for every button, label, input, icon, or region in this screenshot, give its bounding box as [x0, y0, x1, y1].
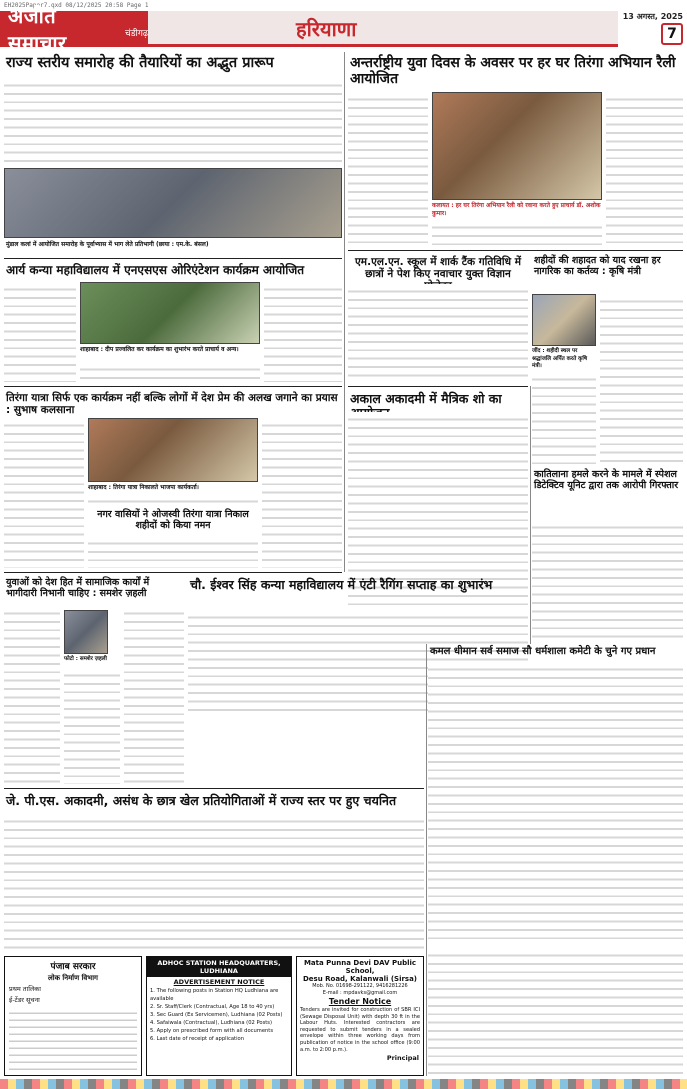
news-photo	[432, 92, 602, 200]
ad-notice: Tender Notice	[328, 997, 392, 1006]
date-page-box	[618, 11, 687, 47]
news-photo	[88, 418, 258, 482]
article-body-right	[124, 606, 184, 784]
headline: कमल धीमान सर्व समाज सौ धर्मशाला कमेटी के चुने गए प्रधान	[430, 646, 656, 657]
ad-contact: Mob. No. 01698-291122, 9416281226	[312, 983, 408, 989]
article-body-mid	[88, 494, 258, 508]
article-body-right	[264, 282, 342, 382]
news-photo	[80, 282, 260, 344]
article-body	[428, 662, 683, 944]
ad-text: Tenders are invited for construction of SBR ICI (Sewage Disposal Unit) with depth 30 ft in the Labour Huts. Interested contractors are requested to submit tenders in a sealed envelope within three working days from publication of notice in the school office (9:00 a.m. to 2:00 p.m.).	[300, 1007, 420, 1053]
headline: कातिलाना हमले करने के मामले में स्पेशल डिटेक्टिव यूनिट द्वारा तक आरोपी गिरफ्तार	[534, 469, 679, 491]
ad-dav-school-tender	[296, 956, 424, 1076]
ad-sign: Principal	[386, 1054, 419, 1063]
headline: आर्य कन्या महाविद्यालय में एनएसएस ओरिएंटेशन कार्यक्रम आयोजित	[6, 263, 305, 277]
headline: अन्तर्राष्ट्रीय युवा दिवस के अवसर पर हर घर तिरंगा अभियान रैली आयोजित	[350, 55, 676, 88]
article-body	[348, 92, 428, 248]
article-body-right	[606, 92, 683, 248]
headline: शहीदों की शहादत को याद रखना हर नागरिक का कर्तव्य : कृषि मंत्री	[534, 255, 661, 277]
story-nss-orientation	[4, 262, 342, 382]
ad-email: E-mail : mpdavks@gmail.com	[322, 990, 398, 996]
story-youth-social-work	[4, 576, 184, 784]
issue-date: 13 अगस्त, 2025	[622, 12, 683, 21]
article-body	[4, 814, 424, 952]
story-sdu-arrest	[532, 468, 683, 640]
article-body	[348, 284, 528, 382]
headline: एम.एल.एन. स्कूल में शार्क टैंक गतिविधि में छात्रों ने पेश किए नवाचार युक्त विज्ञान	[355, 256, 521, 281]
photo-caption: मुंडाल कलां में आयोजित समारोह के पूर्वाभ्यास में भाग लेते प्रतिभागी (छाया : एम.के. बंसल)	[6, 241, 209, 248]
article-body-left	[532, 372, 596, 464]
story-state-function	[4, 52, 342, 256]
headline: राज्य स्तरीय समारोह की तैयारियों का अद्भुत प्रारूप	[6, 55, 274, 71]
photo-caption: शाहाबाद : तिरंगा यात्रा निकालते भाजपा कार्यकर्ता।	[88, 484, 199, 491]
ad-title: Mata Punna Devi DAV Public School,	[303, 959, 417, 975]
article-body-sub	[88, 536, 258, 568]
headline: युवाओं को देश हित में सामाजिक कार्यों में भागीदारी निभानी चाहिए : समशेर ज़हली	[6, 577, 150, 599]
article-body-cont	[4, 250, 342, 256]
story-agri-minister	[532, 254, 683, 464]
ad-punjab-govt	[4, 956, 142, 1076]
ad-line: 6. Last date of receipt of application	[150, 1036, 244, 1042]
portrait-photo	[64, 610, 108, 654]
headline: तिरंगा यात्रा सिर्फ एक कार्यक्रम नहीं बल्कि लोगों में देश प्रेम की अलख जगाने का प्रयास : सुभाष कलसाना	[6, 392, 338, 417]
ad-subtitle: ADVERTISEMENT NOTICE	[173, 978, 265, 986]
article-body-right	[262, 418, 342, 568]
ad-subtitle: लोक निर्माण विभाग	[48, 974, 98, 982]
ad-line: 5. Apply on prescribed form with all documents	[150, 1028, 274, 1034]
article-body	[4, 418, 84, 568]
story-tiranga-yatra	[4, 390, 342, 568]
article-body-mid	[80, 362, 260, 382]
article-body	[4, 78, 342, 166]
article-body	[532, 520, 683, 640]
ad-title: पंजाब सरकार	[50, 962, 96, 972]
ad-line: 3. Sec Guard (Ex Servicemen), Ludhiana (02 Posts)	[150, 1012, 283, 1018]
article-body	[428, 948, 683, 1076]
article-body-mid	[432, 220, 602, 248]
sub-headline: नगर वासियों ने ओजस्वी तिरंगा यात्रा निकाल शहीदों को किया नमन	[97, 509, 249, 531]
news-photo	[4, 168, 342, 238]
ad-line: प्रथम तालिका	[9, 985, 41, 993]
ad-subtitle: Desu Road, Kalanwali (Sirsa)	[302, 975, 418, 983]
article-body	[4, 606, 60, 784]
ad-station-hq	[146, 956, 292, 1076]
article-body	[4, 282, 76, 382]
news-photo	[532, 294, 596, 346]
photo-caption: शाहाबाद : दीप प्रज्वलित कर कार्यक्रम का शुभारंभ करते प्राचार्य व अन्य।	[80, 346, 239, 353]
edition-city: चंडीगढ़	[125, 28, 148, 39]
photo-caption: फोटो : समशेर ज़हली	[64, 656, 107, 662]
page-number: 7	[661, 23, 683, 45]
color-registration-strip	[0, 1079, 687, 1089]
ad-line: 1. The following posts in Station HQ Ludhiana are available	[150, 988, 279, 1002]
ad-line: 2. Sr. Staff/Clerk (Contractual, Age 18 to 40 yrs)	[150, 1004, 275, 1010]
ad-title: ADHOC STATION HEADQUARTERS, LUDHIANA	[147, 957, 291, 977]
story-shark-tank-block	[348, 254, 528, 382]
photo-caption: जींद : शहीदी स्थल पर श्रद्धांजलि अर्पित करते कृषि मंत्री।	[532, 348, 588, 369]
headline: चौ. ईश्वर सिंह कन्या महाविद्यालय में एंटी रैगिंग सप्ताह का शुभारंभ	[190, 577, 493, 592]
story-kamal-dhiman	[428, 644, 683, 944]
article-body	[600, 294, 683, 464]
story-youth-day-rally	[348, 52, 683, 248]
ad-line: ई-टेंडर सूचना	[9, 995, 40, 1004]
print-slug: EH2025Paper7.qxd 08/12/2025 20:58 Page 1	[4, 2, 149, 9]
section-banner	[148, 11, 618, 47]
headline: जे. पी.एस. अकादमी, असंध के छात्र खेल प्रतियोगिताओं में राज्य स्तर पर हुए चयनित	[6, 793, 397, 808]
story-right-lower-filler	[428, 948, 683, 1076]
section-title: हरियाणा	[296, 17, 357, 41]
ad-body	[9, 1007, 137, 1071]
newspaper-name: अजीत समाचार	[8, 4, 67, 55]
ad-line: 4. Safaiwala (Contractual), Ludhiana (02 Posts)	[150, 1020, 273, 1026]
photo-caption: कलायत : हर घर तिरंगा अभियान रैली को रवाना करते हुए प्राचार्य डॉ. अशोक कुमार।	[432, 202, 601, 217]
article-body-mid	[64, 668, 120, 784]
headline: अकाल अकादमी में मैत्रिक शो का	[350, 391, 502, 406]
story-jps-academy	[4, 792, 424, 952]
